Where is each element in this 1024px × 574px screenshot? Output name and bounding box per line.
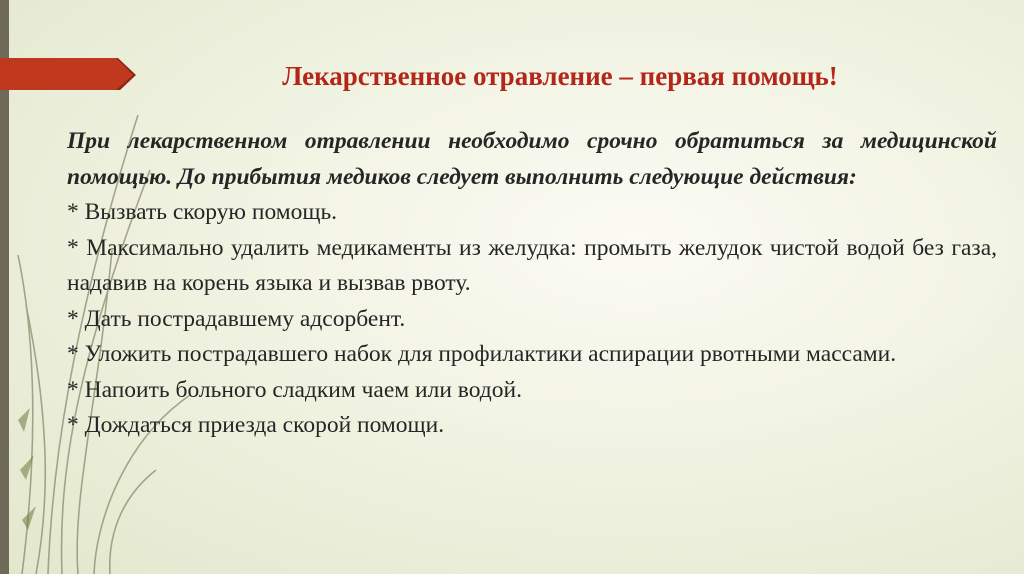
action-item: * Уложить пострадавшего набок для профилактики аспирации рвотными массами. [67, 341, 897, 367]
slide-content [67, 124, 997, 444]
action-item: * Напоить больного сладким чаем или водой. [67, 376, 522, 403]
action-item: * Дать пострадавшему адсорбент. [67, 305, 406, 332]
first-aid-actions-list [67, 195, 997, 444]
slide-title: Лекарственное отравление – первая помощь! [282, 61, 838, 91]
action-item: * Вызвать скорую помощь. [67, 199, 338, 225]
intro-paragraph: При лекарственном отравлении необходимо срочно обратиться за медицинской помощью. До прибытия медиков следует выполнить следующие действия: [67, 128, 997, 190]
action-item: * Дождаться приезда скорой помощи. [67, 412, 445, 438]
action-item: * Максимально удалить медикаменты из желудка: промыть желудок чистой водой без газа, надавив на корень языка и вызвав рвоту. [67, 234, 997, 296]
